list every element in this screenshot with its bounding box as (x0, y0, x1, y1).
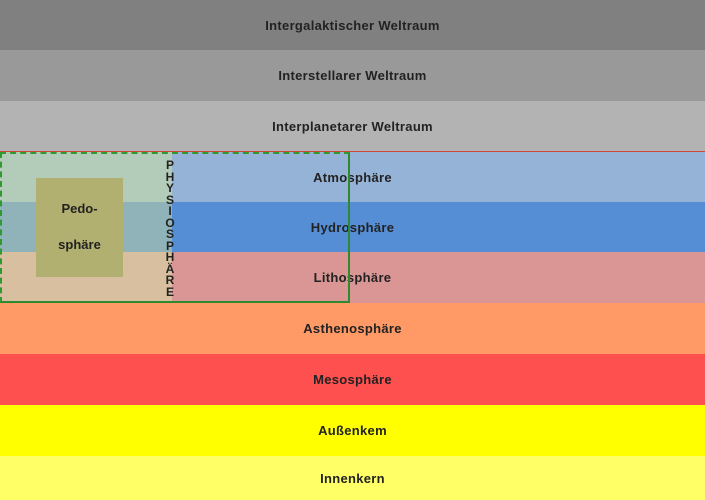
layer-label: Lithosphäre (313, 270, 392, 285)
layer-interplanetary-space (0, 101, 705, 152)
layer-label: Interplanetarer Weltraum (272, 119, 433, 134)
physiosphere-letter: H (165, 169, 175, 184)
physiosphere-letter: P (165, 238, 174, 253)
physiosphere-frame (0, 152, 350, 303)
physiosphere-letter: P (165, 158, 174, 172)
physiosphere-letter: I (168, 204, 172, 218)
pedosphere-label-line2: sphäre (58, 237, 101, 252)
layer-label: Interstellarer Weltraum (278, 68, 427, 83)
physiosphere-letter: Y (165, 181, 174, 195)
physiosphere-letter: H (165, 250, 175, 264)
layer-label: Hydrosphäre (310, 219, 395, 235)
layer-intergalactic-space (0, 0, 705, 50)
layer-mesosphere (0, 354, 705, 405)
layer-label: Mesosphäre (313, 372, 392, 387)
layer-outer-core (0, 405, 705, 456)
layer-label: Innenkern (320, 470, 385, 486)
physiosphere-letter: O (165, 215, 175, 230)
physiosphere-letter: R (165, 273, 175, 287)
physiosphere-letter: E (165, 284, 174, 299)
layer-inner-core (0, 456, 705, 500)
pedosphere-label-line1: Pedo- (61, 201, 98, 216)
layer-asthenosphere (0, 303, 705, 354)
layer-interstellar-space (0, 50, 705, 101)
layer-label: Intergalaktischer Weltraum (265, 17, 440, 33)
physiosphere-letter: S (165, 192, 174, 207)
layer-label: Atmosphäre (313, 169, 392, 185)
layer-label: Asthenosphäre (303, 321, 402, 336)
layer-label: Außenkem (318, 423, 387, 438)
physiosphere-letter: S (165, 227, 174, 241)
physiosphere-letter: Ä (165, 261, 175, 276)
